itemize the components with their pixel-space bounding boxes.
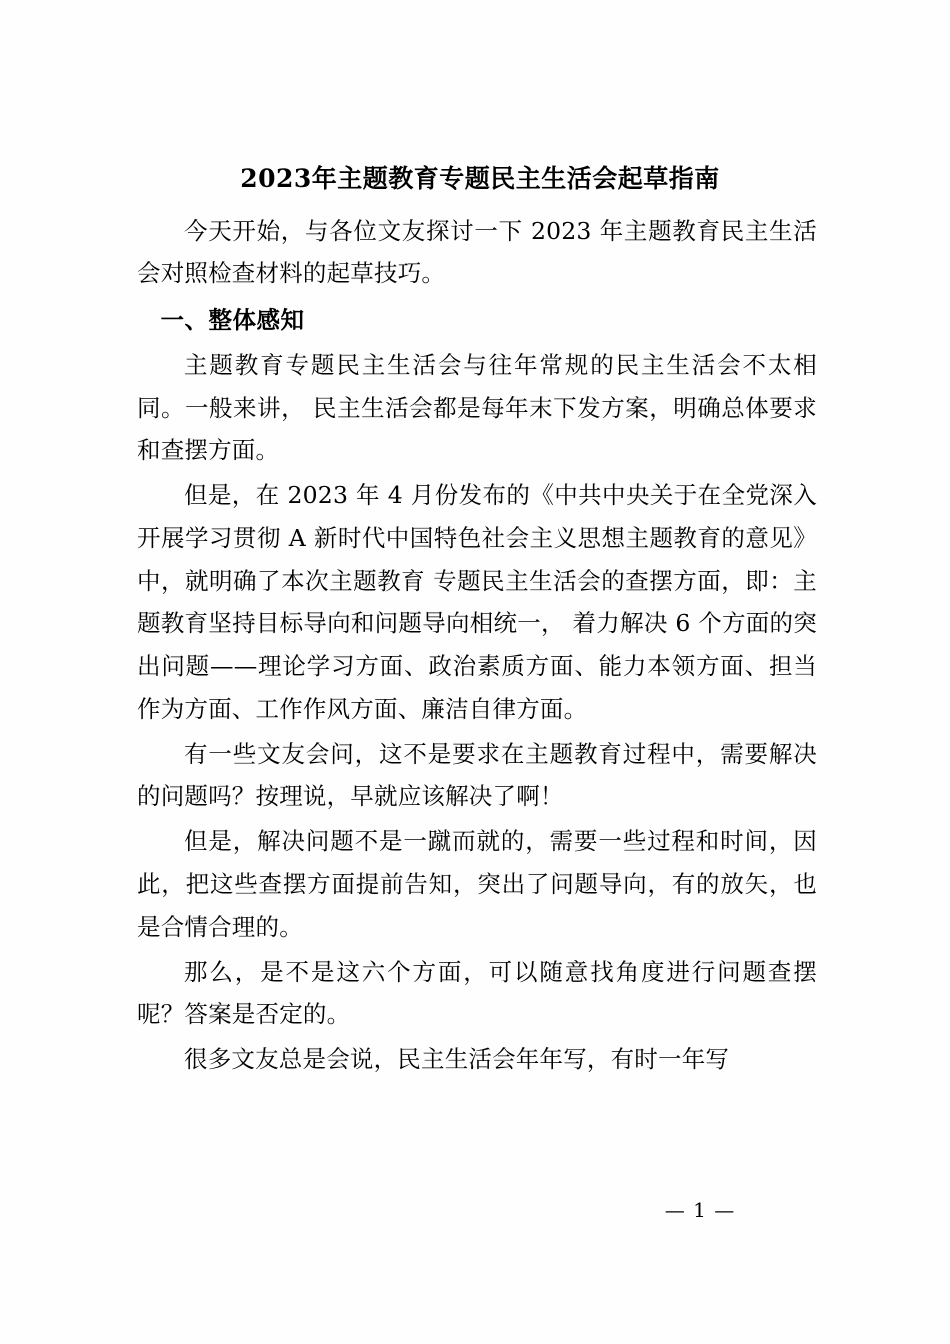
paragraph-2: 主题教育专题民主生活会与往年常规的民主生活会不太相同。一般来讲， 民主生活会都是每年末下发方案，明确总体要求和查摆方面。: [137, 350, 817, 465]
paragraph-4: 有一些文友会问，这不是要求在主题教育过程中，需要解决的问题吗？按理说，早就应该解决了啊！: [137, 739, 817, 811]
paragraph-3: 但是，在 2023 年 4 月份发布的《中共中央关于在全党深入开展学习贯彻 A 新时代中国特色社会主义思想主题教育的意见》中，就明确了本次主题教育 专题民主生活会的查摆方面，即：主题教育坚持目标导向和问题导向相统一， 着力解决 6 个方面的突出问题——理论学习方面、政治素质方面、能力本领方面、担当作为方面、工作作风方面、廉洁自律方面。: [137, 481, 817, 723]
paragraph-7: 很多文友总是会说，民主生活会年年写，有时一年写: [184, 1045, 730, 1074]
section-heading-1: 一、整体感知: [160, 306, 305, 335]
paragraph-1: 今天开始，与各位文友探讨一下 2023 年主题教育民主生活会对照检查材料的起草技巧。: [137, 216, 817, 288]
page-footer: [0, 1198, 950, 1222]
paragraph-6: 那么，是不是这六个方面，可以随意找角度进行问题查摆呢？答案是否定的。: [137, 957, 817, 1029]
page-title: 2023年主题教育专题民主生活会起草指南: [240, 164, 720, 193]
paragraph-5: 但是，解决问题不是一蹴而就的，需要一些过程和时间，因此，把这些查摆方面提前告知，突出了问题导向，有的放矢，也是合情合理的。: [137, 827, 817, 941]
document-body: [137, 160, 817, 1083]
page-number-label: — 1 —: [664, 1198, 736, 1222]
